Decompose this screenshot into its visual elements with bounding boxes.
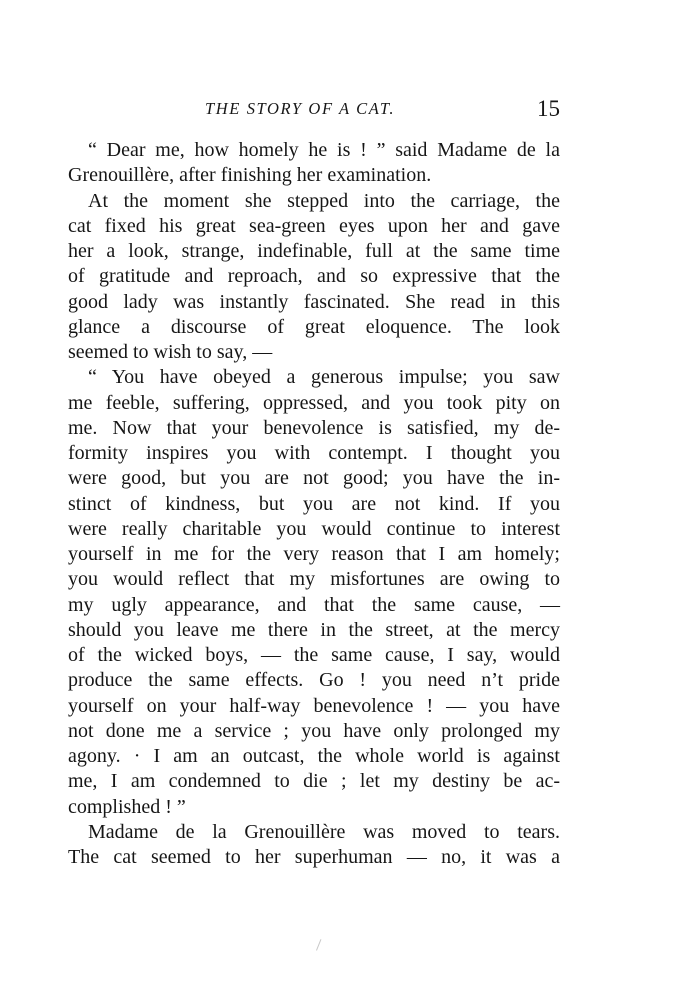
- text-line: complished ! ”: [68, 795, 186, 818]
- text-line: glance a discourse of great eloquence. The look: [68, 315, 560, 338]
- text-line: At the moment she stepped into the carriage, the: [88, 189, 560, 212]
- text-line: of gratitude and reproach, and so expressive that the: [68, 265, 560, 288]
- text-line: formity inspires you with contempt. I thought you: [68, 442, 560, 464]
- text-line: Madame de la Grenouillère was moved to tears.: [88, 820, 560, 843]
- page-number: 15: [537, 96, 560, 121]
- text-line: good lady was instantly fascinated. She read in this: [68, 290, 560, 313]
- text-line: produce the same effects. Go ! you need n’t pride: [68, 669, 560, 692]
- text-line: yourself on your half-way benevolence ! — you have: [68, 694, 560, 717]
- text-line: “ Dear me, how homely he is ! ” said Madame de la: [88, 139, 560, 161]
- text-line: you would reflect that my misfortunes are owing to: [68, 568, 560, 591]
- text-line: stinct of kindness, but you are not kind. If you: [68, 492, 560, 515]
- text-line: were good, but you are not good; you have the in-: [68, 467, 560, 490]
- text-line: “ You have obeyed a generous impulse; you saw: [88, 366, 560, 389]
- text-line: seemed to wish to say, —: [68, 341, 273, 363]
- text-line: her a look, strange, indefinable, full at the same time: [68, 240, 560, 262]
- text-line: me feeble, suffering, oppressed, and you took pity on: [68, 391, 560, 414]
- text-line: were really charitable you would continue to interest: [68, 517, 560, 540]
- text-line: The cat seemed to her superhuman — no, it was a: [68, 846, 560, 868]
- text-line: my ugly appearance, and that the same cause, —: [68, 593, 560, 616]
- text-line: me. Now that your benevolence is satisfied, my de-: [68, 416, 560, 439]
- text-line: Grenouillère, after finishing her examination.: [68, 164, 432, 187]
- text-line: cat fixed his great sea-green eyes upon her and gave: [68, 214, 560, 237]
- text-line: agony. · I am an outcast, the whole world is against: [68, 745, 560, 767]
- text-line: should you leave me there in the street, at the mercy: [68, 618, 560, 641]
- text-line: me, I am condemned to die ; let my destiny be ac-: [68, 770, 560, 793]
- text-line: of the wicked boys, — the same cause, I say, would: [68, 644, 560, 666]
- pencil-mark: [316, 939, 327, 953]
- running-title: THE STORY OF A CAT.: [205, 99, 396, 118]
- page-header: [68, 96, 560, 128]
- body-text: [68, 138, 560, 870]
- text-line: not done me a service ; you have only prolonged my: [68, 719, 560, 742]
- text-line: yourself in me for the very reason that I am homely;: [68, 543, 560, 565]
